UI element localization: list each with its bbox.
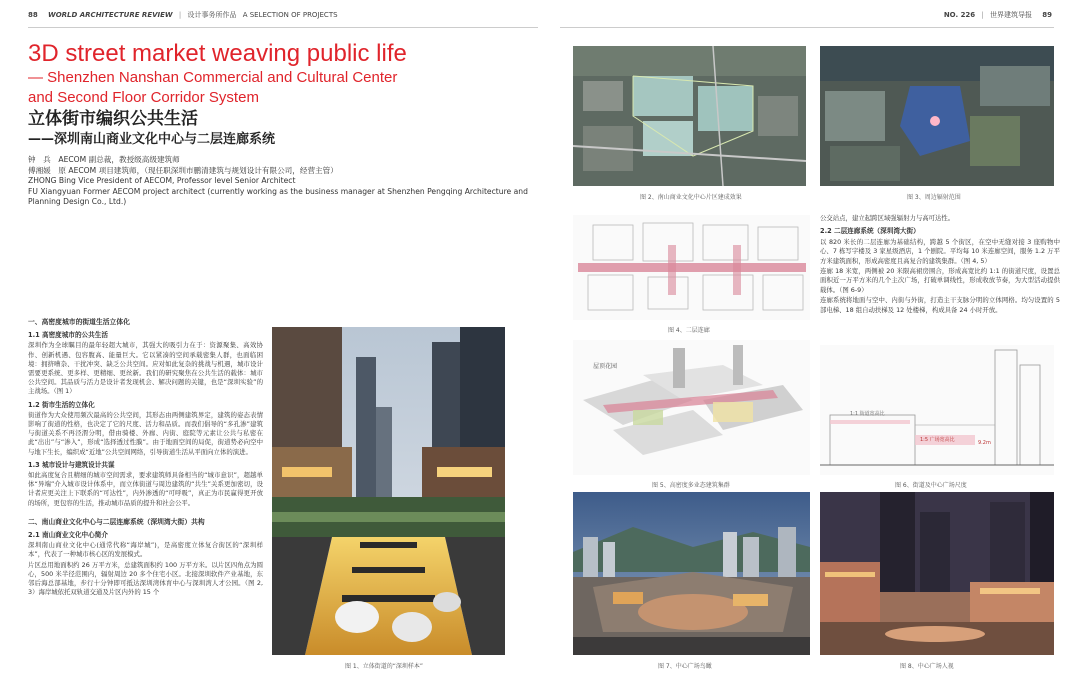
- figure-3-radiation-map: [820, 46, 1054, 186]
- right-running-header: NO. 226 | 世界建筑导报 89: [943, 11, 1052, 19]
- english-title-line1: 3D street market weaving public life: [28, 40, 407, 67]
- paragraph: 以 820 米长的二层连廊为基础结构，跨越 5 个街区，在空中无缝对接 3 座购物中心、7 栋写字楼及 3 家星级酒店，1 个剧院。平均每 10 米连廊空间，服务 1.2 万平方米建筑面积，形成高密度且高复合的建筑集群。（图 4, 5）: [820, 237, 1060, 265]
- paragraph: 连廊系统将地面与空中、内街与外街，打造主干支脉分明的立体网格。均匀设置的 5 部电梯、18 组自动扶梯及 12 处楼梯，构成具备 24 小时开放。: [820, 296, 1060, 314]
- english-title: [28, 40, 548, 108]
- paragraph: 公交站点，建立起跨区域强辐射力与高可达性。: [820, 214, 955, 222]
- author-block: [28, 155, 543, 208]
- figure-4-caption: 图 4、二层连廊: [668, 327, 710, 334]
- author-1-cn: 钟 兵 AECOM 副总裁，教授级高级建筑师: [28, 155, 180, 164]
- paragraph: 深圳南山商业文化中心(通常代称“海岸城”)，是高密度立体复合街区的“深圳样本”，代表了一种城市核心区的发展模式。: [28, 541, 263, 559]
- subheading-1-3: 1.3 城市设计与建筑设计共谋: [28, 460, 115, 469]
- figure-2-aerial-map: [573, 46, 806, 186]
- journal-brand-cn: 世界建筑导报: [990, 11, 1033, 19]
- figure-5-building-cluster: [573, 340, 810, 475]
- chinese-title-line1: 立体街市编织公共生活: [28, 109, 198, 129]
- fig6-label-b: 1:5 广场宽高比: [920, 437, 955, 443]
- paragraph: 深圳作为全球瞩目的最年轻超大城市，其强大的吸引力在于：资源聚集、高效协作、创新机遇、包容腹高、能量巨大。它以紧凑的空间承载密集人群，也面临困境：拥挤嘈杂、干扰冲突、缺乏公共空间。应对如此复杂的挑战与机遇，城市设计需要更系统、更多样、更精细、更丝新。我们的研究聚焦在公共生活的载体：城市公共空间。其品质与活力是设计者发现机会、解决问题的关键，也是“深圳实验”的主战场。（图 1）: [28, 341, 263, 396]
- header-rule-right: [560, 27, 1054, 28]
- body-column-right: [820, 213, 1060, 315]
- subheading-1-2: 1.2 街市生活的立体化: [28, 400, 95, 409]
- fig6-dim: 9.2m: [978, 440, 991, 446]
- author-1-en: ZHONG Bing Vice President of AECOM, Professor level Senior Architect: [28, 176, 296, 185]
- figure-2-caption: 图 2、南山商业文化中心片区建成效果: [640, 194, 742, 201]
- figure-7-caption: 图 7、中心广场鸟瞰: [658, 663, 712, 670]
- right-page-number: 89: [1042, 11, 1052, 19]
- figure-1-street-photo: [272, 327, 505, 655]
- figure-3-caption: 图 3、周边辐射范围: [907, 194, 961, 201]
- figure-4-corridor-plan: [573, 215, 810, 320]
- figure-8-plaza-photo: [820, 492, 1054, 655]
- left-running-header: 88 WORLD ARCHITECTURE REVIEW | 设计事务所作品 A SELECTION OF PROJECTS: [28, 11, 338, 19]
- figure-1-caption: 图 1、立体街道的“深圳样本”: [345, 663, 423, 670]
- figure-6-caption: 图 6、街道及中心广场尺度: [895, 482, 967, 489]
- journal-brand: WORLD ARCHITECTURE REVIEW: [47, 11, 173, 19]
- subheading-2-2: 2.2 二层连廊系统（深圳湾大街）: [820, 227, 920, 236]
- figure-7-aerial-photo: [573, 492, 810, 655]
- figure-6-section: [820, 345, 1054, 475]
- section-heading-1: 一、高密度城市的街道生活立体化: [28, 318, 130, 326]
- left-page-number: 88: [28, 11, 38, 19]
- subheading-1-1: 1.1 高密度城市的公共生活: [28, 331, 108, 340]
- english-title-line3: and Second Floor Corridor System: [28, 89, 259, 106]
- section-en: A SELECTION OF PROJECTS: [242, 11, 338, 19]
- figure-8-caption: 图 8、中心广场人视: [900, 663, 954, 670]
- paragraph: 片区总用地面积约 26 万平方米，总建筑面积约 100 万平方米。以片区四角点为圆心，500 米半径范围内，辐射周边 20 多个住宅小区。北接深圳软件产业基地，东邻后海总部基地，步行十分钟即可抵达深圳湾体育中心与深圳湾人才公园。（图 2, 3）海岸城依托双轨道交通及片区内外的 15 个: [28, 560, 263, 597]
- header-rule-left: [28, 27, 538, 28]
- chinese-title-line2: ——深圳南山商业文化中心与二层连廊系统: [28, 132, 276, 147]
- paragraph: 连廊 18 米宽，两侧被 20 米限高裙房围合，形成高宽比约 1:1 的街道尺度，设置总面积近一万平方米的几个主次广场，打破单调线性，形成收放节奏，为大型活动提供载体。（图 6-9）: [820, 267, 1060, 294]
- author-2-cn: 傅湘媛 原 AECOM 项目建筑师，（现任职深圳市鹏清建筑与规划设计有限公司，经营主管）: [28, 165, 338, 175]
- english-title-line2: — Shenzhen Nanshan Commercial and Cultural Center: [28, 69, 398, 86]
- section-heading-2: 二、南山商业文化中心与二层连廊系统（深圳湾大街）共构: [28, 517, 205, 526]
- section-cn: 设计事务所作品: [187, 11, 237, 19]
- subheading-2-1: 2.1 南山商业文化中心简介: [28, 531, 108, 540]
- author-2-en: FU Xiangyuan Former AECOM project architect (currently working as the business manager at Shenzhen Pengqing Architecture and Planning Design Co., Ltd.): [28, 186, 528, 206]
- paragraph: 如此高度复合且精细的城市空间需求，要求建筑师具备相当的“城市意识”，超越单体“异端”介入城市设计体系中，而立体街道与周边建筑的“共生”关系更加密切，设计者应更关注上下联系的“可达性”，内外渗透的“可呼吸”，真正为市民赢得更开放的场所，更包容的生活，推动城市品质的提升和社会公平。: [28, 471, 263, 507]
- fig6-label-a: 1:1 街道宽高比: [850, 411, 885, 417]
- fig5-roof-label: 屋顶花园: [593, 363, 618, 370]
- body-column-left: [28, 312, 263, 597]
- chinese-title: [28, 108, 548, 150]
- issue-number: NO. 226: [943, 11, 976, 19]
- paragraph: 街道作为大众使用频次最高的公共空间，其形态由两侧建筑界定，建筑的姿态表情影响了街道的性格，也决定了它的尺度、活力和品质。而我们倡导的“多孔渗”建筑与街道关系不再泾渭分明，借由骑楼、外廊、内街、庭院等元素让公共与私密在此“出出”与“渗入”，形成“选择透过性膜”。由于地面空间的局促，街道势必向空中与地下生长，编织成“近地”公共空间网络，引导街道生活从平面向立体的演进。: [28, 410, 263, 456]
- figure-5-caption: 图 5、高密度多业态建筑集群: [652, 482, 730, 489]
